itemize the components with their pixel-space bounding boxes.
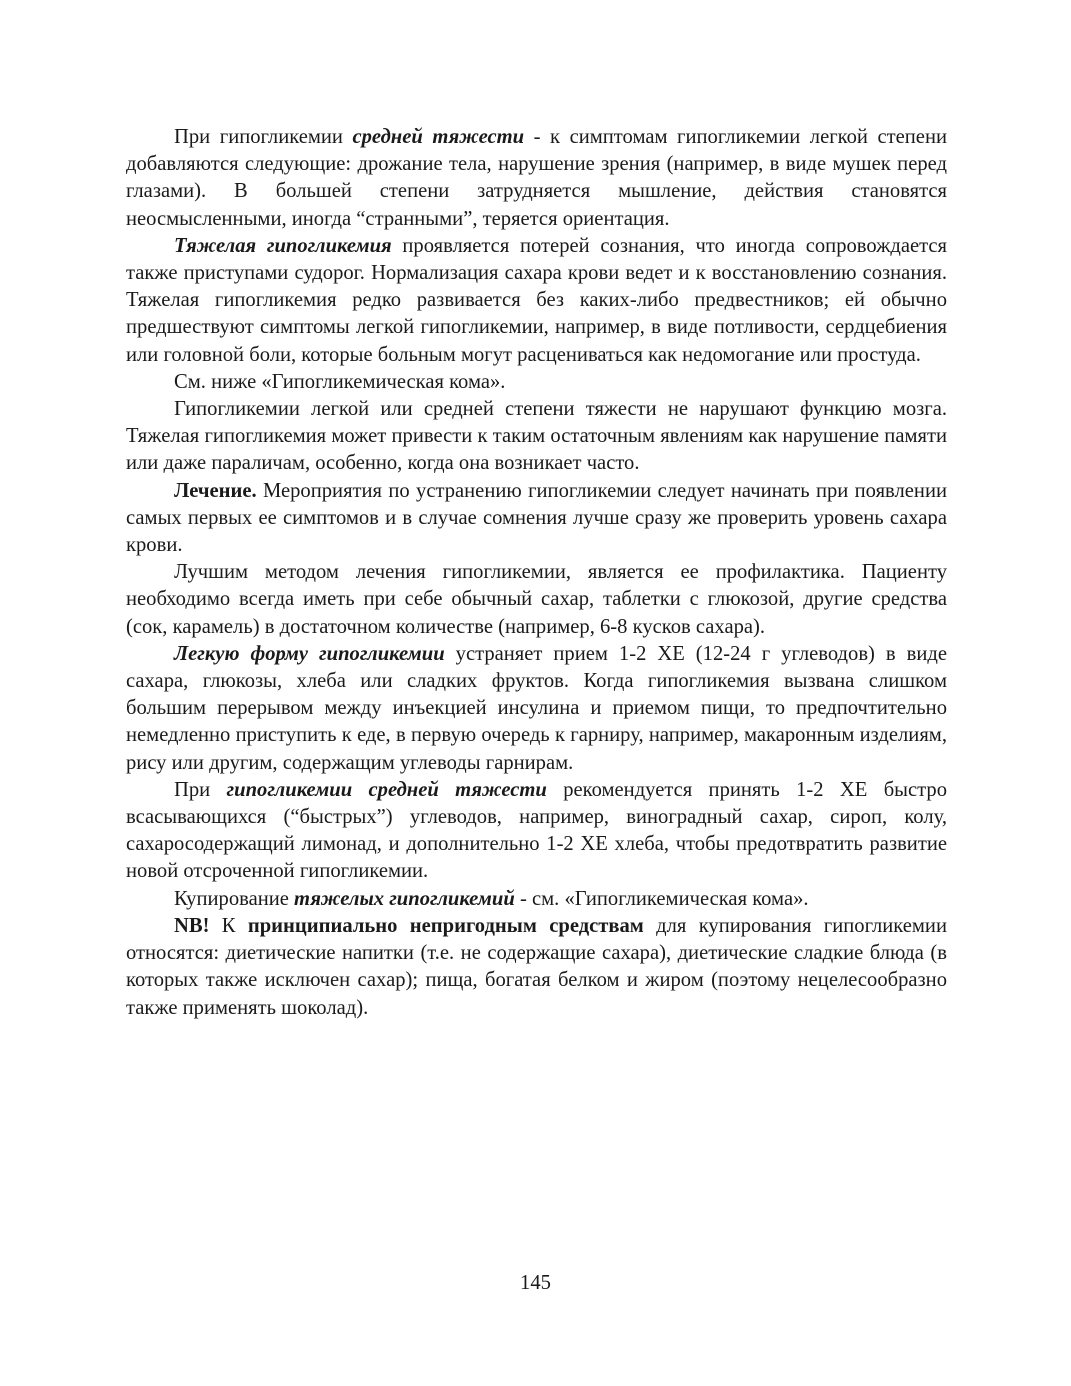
emphasis-text: NB!: [174, 914, 210, 937]
paragraph-brain-function: [126, 396, 947, 478]
body-text: проявляется потерей сознания, что иногда сопровождается также приступами судорог. Нормализация сахара крови ведет и к восстановлению сознания. Тяжелая гипогликемия редко развивается без каких-либо предвестников; ей обычно предшествуют симптомы легкой гипогликемии, например, в виде потливости, сердцебиения или головной боли, которые больным могут расцениваться как недомогание или простуда.: [126, 234, 948, 366]
body-text: Мероприятия по устранению гипогликемии следует начинать при появлении самых первых ее симптомов и в случае сомнения лучше сразу же проверить уровень сахара крови.: [126, 479, 947, 557]
paragraph-see-below: [126, 369, 947, 396]
page-number: 145: [520, 1272, 551, 1294]
paragraph-moderate-treatment: [126, 777, 947, 886]
emphasis-text: средней тяжести: [352, 126, 525, 148]
body-text: При гипогликемии: [174, 126, 353, 148]
body-text: Купирование: [174, 887, 295, 910]
emphasis-text: Лечение.: [174, 479, 257, 502]
body-text: для купирования гипогликемии относятся: диетические напитки (т.е. не содержащие сахара), диетические сладкие блюда (в которых также исключен сахар); пища, богатая белком и жиром (поэтому нецелесообразно также применять шоколад).: [126, 914, 947, 1019]
body-text: Гипогликемии легкой или средней степени тяжести не нарушают функцию мозга. Тяжелая гипогликемия может привести к таким остаточным явлениям как нарушение памяти или даже параличам, особенно, когда она возникает часто.: [126, 398, 947, 475]
emphasis-text: Тяжелая гипогликемия: [174, 234, 392, 257]
emphasis-text: принципиально непригодным средствам: [247, 914, 644, 937]
body-text: При: [174, 778, 227, 801]
paragraph-moderate-hypoglycemia: [126, 124, 947, 233]
emphasis-text: тяжелых гипогликемий: [294, 887, 515, 910]
body-text: См. ниже «Гипогликемическая кома».: [174, 370, 506, 393]
emphasis-text: гипогликемии средней тяжести: [226, 778, 547, 801]
body-text: - см. «Гипогликемическая кома».: [514, 887, 809, 910]
body-text: рекомендуется принять 1-2 ХЕ быстро всасывающихся (“быстрых”) углеводов, например, виноградный сахар, сироп, колу, сахаросодержащий лимонад, и дополнительно 1-2 ХЕ хлеба, чтобы предотвратить развитие новой отсроченной гипогликемии.: [126, 778, 947, 883]
paragraph-prevention: [126, 559, 947, 641]
body-text: К: [209, 914, 248, 937]
paragraph-nb-unsuitable: [126, 913, 947, 1022]
paragraph-treatment: [126, 478, 947, 560]
body-text: устраняет прием 1-2 ХЕ (12-24 г углеводов) в виде сахара, глюкозы, хлеба или сладких фруктов. Когда гипогликемия вызвана слишком большим перерывом между инъекцией инсулина и приемом пищи, то предпочтительно немедленно приступить к еде, в первую очередь к гарниру, например, макаронным изделиям, рису или другим, содержащим углеводы гарнирам.: [126, 642, 947, 774]
paragraph-mild-form: [126, 641, 947, 777]
body-text: - к симптомам гипогликемии легкой степени добавляются следующие: дрожание тела, нарушение зрения (например, в виде мушек перед глазами). В большей степени затрудняется мышление, действия становятся неосмысленными, иногда “странными”, теряется ориентация.: [126, 126, 947, 230]
paragraph-severe-treatment: [126, 886, 947, 913]
emphasis-text: Легкую форму гипогликемии: [174, 642, 445, 665]
page-body: [126, 124, 947, 1022]
paragraph-severe-hypoglycemia: [126, 233, 947, 369]
body-text: Лучшим методом лечения гипогликемии, является ее профилактика. Пациенту необходимо всегда иметь при себе обычный сахар, таблетки с глюкозой, другие средства (сок, карамель) в достаточном количестве (например, 6-8 кусков сахара).: [126, 561, 947, 638]
